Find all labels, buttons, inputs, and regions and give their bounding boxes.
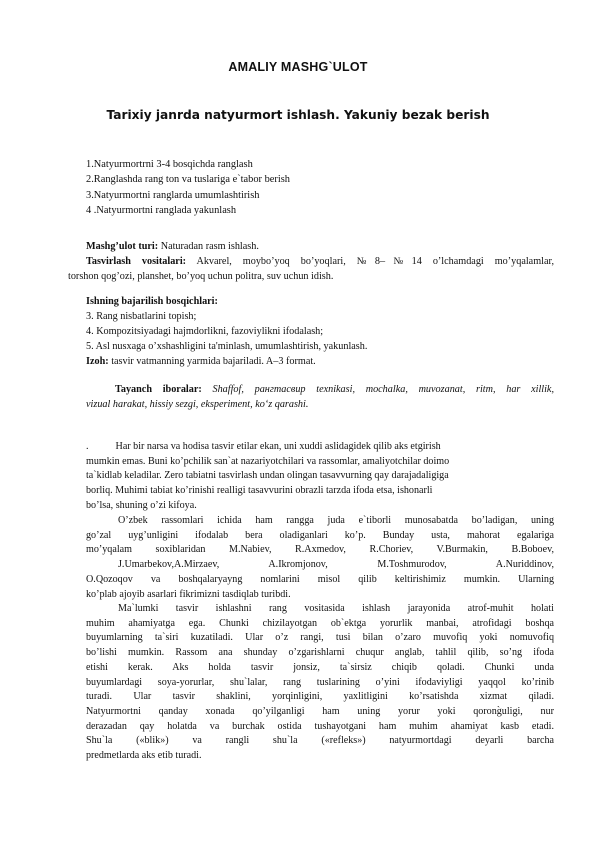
step-item: 2.Ranglashda rang ton va tuslariga e`tabor berish xyxy=(86,174,290,186)
paragraph-line: mo’yqalam soxiblaridan M.Nabiev, R.Axmedov, R.Choriev, V.Burmakin, B.Boboev, xyxy=(86,544,554,556)
bosqich-item: 5. Asl nusxaga o’xshashligini ta'minlash, umumlashtirish, yakunlash. xyxy=(86,340,368,352)
paragraph-line: ta`kidlab keladilar. Zero tabiatni tasvirlash undan olingan tasavvurning qay darajadaligiga xyxy=(86,470,449,482)
page-title: AMALIY MASHG`ULOT xyxy=(228,60,368,74)
tasvirlash-value-1: Akvarel, moybo’yoq bo’yoqlari, №8–№14 o’lchamdagi mo’yqalamlar, xyxy=(186,256,555,267)
tayanch-value-2: vizual harakat, hissiy sezgi, eksperiment, ko‘z qarashi. xyxy=(86,398,309,410)
mashgulot-turi xyxy=(86,240,259,255)
paragraph-line: Natyurmortni qanday xonada qo’yilganligi ham uning yorur yoki qorong̀uligi, nur xyxy=(86,705,554,717)
paragraph-line: bo’lsa, shuning o’zi kifoya. xyxy=(86,499,197,511)
paragraph-line: ko’plab ajoyib asarlari fikrimizni tasdiqlab turibdi. xyxy=(86,588,291,600)
mashgulot-turi-value: Naturadan rasm ishlash. xyxy=(158,241,259,252)
steps-list xyxy=(86,157,290,218)
paragraph-2 xyxy=(86,514,554,602)
tasvirlash-value-2: torshon qog’ozi, planshet, bo’yoq uchun politra, suv uchun idish. xyxy=(68,270,334,282)
tayanch-value-1: Shaffof, рангтасвир texnikasi, mochalka, muvozanat, ritm, har xillik, xyxy=(201,384,555,395)
paragraph-1 xyxy=(86,440,554,514)
bosqich-item: 4. Kompozitsiyadagi hajmdorlikni, fazoviylikni ifodalash; xyxy=(86,325,324,337)
paragraph-line: Shu`la («blik») va rangli shu`la («refleks») natyurmortdagi deyarli barcha xyxy=(86,735,554,747)
step-item: 1.Natyurmortrni 3-4 bosqichda ranglash xyxy=(86,159,253,170)
tayanch-label: Tayanch iboralar: xyxy=(115,384,202,395)
paragraph-line: buyumlarning ta`siri kuzatiladi. Ular o’z rangi, tusi bilan o’zaro muvofiq yoki nomuvofiq xyxy=(86,632,554,644)
izoh-value: tasvir vatmanning yarmida bajariladi. A–3 format. xyxy=(108,355,316,367)
paragraph-line: predmetlarda aks etib turadi. xyxy=(86,750,202,762)
paragraph-line: O.Qozoqov va boshqalaryayng nomlarini misol qilib keltirishimiz mumkin. Ularning xyxy=(86,573,554,585)
tasvirlash-label: Tasvirlash vositalari: xyxy=(86,256,187,267)
paragraph-line: buyumlardagi soya-yorurlar, shu`lalar, rang tuslarining o’yini ifodaviyligi yaqqol ko’rinib xyxy=(86,676,554,688)
paragraph-line: bo’lishi mumkin. Rassom ana shunday o’zgarishlarni chuqur anglab, tahlil qilib, so’ng ifoda xyxy=(86,647,554,659)
paragraph-line: derazadan qay holatda va burchak ostida tushayotgani ham muhim ahamiyat kasb etadi. xyxy=(86,720,554,732)
paragraph-line: go’zal uyg’unligini ifodalab bera oladiganlari ko’p. Bunday usta, mahorat egalariga xyxy=(86,529,554,541)
paragraph-3 xyxy=(86,602,554,764)
paragraph-line: muhim ahamiyatga ega. Chunki chizilayotgan ob`ektga yorurlik manbai, atrofidagi boshqa xyxy=(86,617,554,629)
step-item: 3.Natyurmortni ranglarda umumlashtirish xyxy=(86,189,260,201)
mashgulot-turi-label: Mashg’ulot turi: xyxy=(86,241,159,252)
page-subtitle: Tarixiy janrda natyurmort ishlash. Yakuniy bezak berish xyxy=(106,108,490,122)
tasvirlash-vositalari xyxy=(68,255,554,285)
tasvirlash-line-1 xyxy=(68,255,554,270)
paragraph-line: Ma`lumki tasvir ishlashni rang vositasida ishlash jarayonida atrof-muhit holati xyxy=(118,603,554,614)
step-item: 4 .Natyurmortni ranglada yakunlash xyxy=(86,204,237,216)
tayanch-iboralar xyxy=(86,383,554,413)
paragraph-marker: . xyxy=(86,441,89,452)
bosqich-item: 3. Rang nisbatlarini topish; xyxy=(86,310,197,322)
izoh-label: Izoh: xyxy=(86,355,109,367)
paragraph-line: etishi kerak. Aks holda tasvir jonsiz, ta`sirsiz chiqib qoladi. Chunki unda xyxy=(86,661,554,673)
izoh-line xyxy=(86,355,546,370)
paragraph-line: borliq. Muhimi tabiat ko’rinishi realligi tasavvurini obrazli tarzda ifoda etsa, ishonarli xyxy=(86,485,433,497)
paragraph-line: J.Umarbekov,A.Mirzaev, A.Ikromjonov, M.Toshmurodov, A.Nuriddinov, xyxy=(118,559,554,571)
bosqichlar-section xyxy=(86,295,546,370)
paragraph-line: . Har bir narsa va hodisa tasvir etilar ekan, uni xuddi aslidagidek qilib aks etgirish xyxy=(86,441,441,452)
bosqichlar-heading: Ishning bajarilish bosqichlari: xyxy=(86,296,218,307)
paragraph-line: turadi. Ular tasvir shaklini, yorqinligini, yaxlitligini ko’rsatishda xizmat qiladi. xyxy=(86,691,554,703)
tayanch-line-1 xyxy=(86,383,554,398)
paragraph-line: O’zbek rassomlari ichida ham rangga juda e`tiborli munosabatda bo’ladigan, uning xyxy=(118,515,554,526)
paragraph-line: mumkin emas. Buni ko’pchilik san`at nazariyotchilari va rassomlar, amaliyotchilar doimo xyxy=(86,455,450,467)
